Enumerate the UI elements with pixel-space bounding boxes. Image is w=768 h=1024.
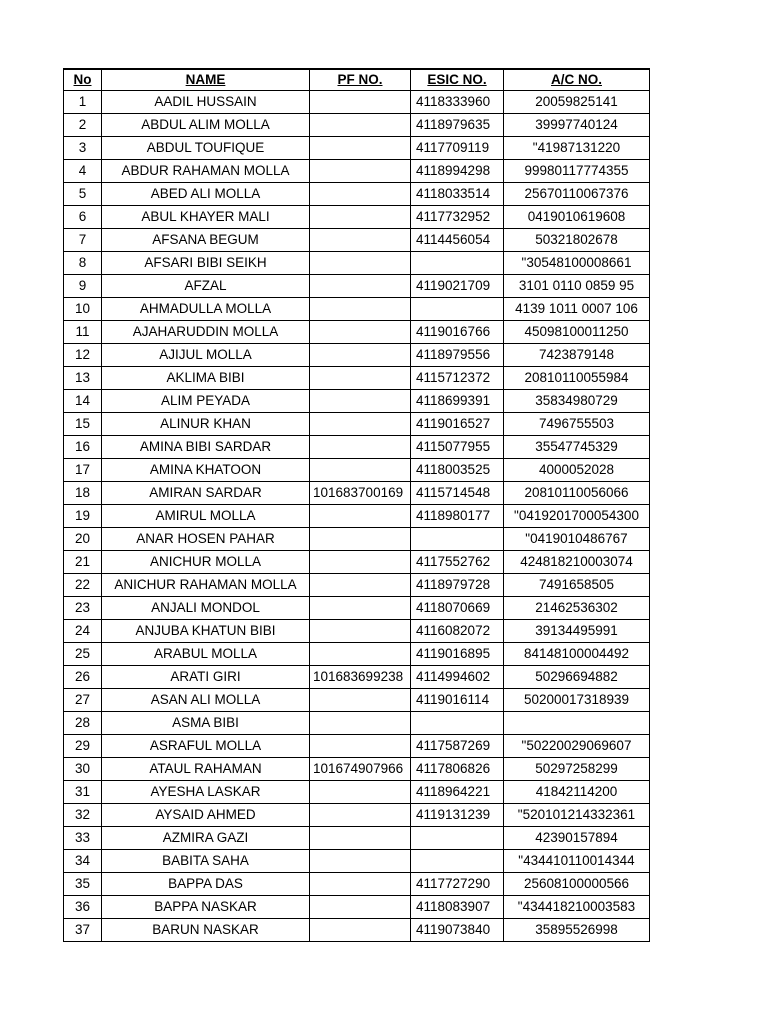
account-number: 7491658505: [504, 574, 650, 597]
account-number: 20810110056066: [504, 482, 650, 505]
employee-name: BAPPA NASKAR: [102, 896, 310, 919]
pf-number: 101683699238: [310, 666, 411, 689]
account-number: 50296694882: [504, 666, 650, 689]
account-number: 35547745329: [504, 436, 650, 459]
table-row: [64, 183, 650, 206]
pf-number: 101683700169: [310, 482, 411, 505]
table-row: [64, 643, 650, 666]
table-row: [64, 505, 650, 528]
table-row: [64, 252, 650, 275]
esic-number: 4118003525: [411, 459, 504, 482]
table-row: [64, 367, 650, 390]
employee-name: AFSARI BIBI SEIKH: [102, 252, 310, 275]
row-number: 36: [64, 896, 102, 919]
account-number: 39997740124: [504, 114, 650, 137]
esic-number: 4119016895: [411, 643, 504, 666]
employee-name: ABUL KHAYER MALI: [102, 206, 310, 229]
table-row: [64, 344, 650, 367]
employee-name: ANICHUR MOLLA: [102, 551, 310, 574]
esic-number: 4117727290: [411, 873, 504, 896]
row-number: 35: [64, 873, 102, 896]
employee-name: AMIRUL MOLLA: [102, 505, 310, 528]
employee-name: BAPPA DAS: [102, 873, 310, 896]
pf-number: [310, 160, 411, 183]
row-number: 30: [64, 758, 102, 781]
pf-number: 101674907966: [310, 758, 411, 781]
employee-name: AJIJUL MOLLA: [102, 344, 310, 367]
table-row: [64, 413, 650, 436]
table-row: [64, 827, 650, 850]
esic-number: [411, 528, 504, 551]
table-body: [64, 91, 650, 942]
row-number: 33: [64, 827, 102, 850]
row-number: 26: [64, 666, 102, 689]
esic-number: 4117709119: [411, 137, 504, 160]
table-row: [64, 91, 650, 114]
account-number: 25670110067376: [504, 183, 650, 206]
employee-name: ABED ALI MOLLA: [102, 183, 310, 206]
esic-number: 4118994298: [411, 160, 504, 183]
esic-number: [411, 850, 504, 873]
row-number: 19: [64, 505, 102, 528]
account-number: 20059825141: [504, 91, 650, 114]
row-number: 14: [64, 390, 102, 413]
account-number: 45098100011250: [504, 321, 650, 344]
pf-number: [310, 574, 411, 597]
pf-number: [310, 620, 411, 643]
header-ac-no: A/C NO.: [504, 69, 650, 91]
account-number: 424818210003074: [504, 551, 650, 574]
table-row: [64, 735, 650, 758]
table-row: [64, 781, 650, 804]
row-number: 37: [64, 919, 102, 942]
pf-number: [310, 735, 411, 758]
row-number: 8: [64, 252, 102, 275]
row-number: 4: [64, 160, 102, 183]
employee-bank-details-table: [63, 68, 650, 942]
header-row: [64, 69, 650, 91]
row-number: 7: [64, 229, 102, 252]
row-number: 2: [64, 114, 102, 137]
account-number: 3101 0110 0859 95: [504, 275, 650, 298]
pf-number: [310, 597, 411, 620]
pf-number: [310, 919, 411, 942]
table-row: [64, 390, 650, 413]
account-number: 39134495991: [504, 620, 650, 643]
pf-number: [310, 275, 411, 298]
row-number: 25: [64, 643, 102, 666]
employee-name: ASAN ALI MOLLA: [102, 689, 310, 712]
esic-number: 4119016527: [411, 413, 504, 436]
esic-number: 4118333960: [411, 91, 504, 114]
table-row: [64, 160, 650, 183]
esic-number: 4114994602: [411, 666, 504, 689]
account-number: "50220029069607: [504, 735, 650, 758]
row-number: 32: [64, 804, 102, 827]
table-row: [64, 620, 650, 643]
row-number: 1: [64, 91, 102, 114]
account-number: 99980117774355: [504, 160, 650, 183]
esic-number: 4118964221: [411, 781, 504, 804]
esic-number: 4118083907: [411, 896, 504, 919]
table-row: [64, 229, 650, 252]
table-row: [64, 850, 650, 873]
table-row: [64, 298, 650, 321]
pf-number: [310, 689, 411, 712]
table-row: [64, 528, 650, 551]
table-row: [64, 436, 650, 459]
row-number: 22: [64, 574, 102, 597]
esic-number: 4119016766: [411, 321, 504, 344]
row-number: 9: [64, 275, 102, 298]
employee-name: ASMA BIBI: [102, 712, 310, 735]
esic-number: 4119073840: [411, 919, 504, 942]
table-row: [64, 873, 650, 896]
row-number: 34: [64, 850, 102, 873]
employee-name: ATAUL RAHAMAN: [102, 758, 310, 781]
row-number: 11: [64, 321, 102, 344]
employee-name: ALIM PEYADA: [102, 390, 310, 413]
esic-number: 4118699391: [411, 390, 504, 413]
pf-number: [310, 436, 411, 459]
table-row: [64, 137, 650, 160]
employee-name: BABITA SAHA: [102, 850, 310, 873]
pf-number: [310, 252, 411, 275]
account-number: "0419010486767: [504, 528, 650, 551]
row-number: 31: [64, 781, 102, 804]
pf-number: [310, 91, 411, 114]
table-row: [64, 114, 650, 137]
table-row: [64, 896, 650, 919]
account-number: "434418210003583: [504, 896, 650, 919]
employee-name: AYSAID AHMED: [102, 804, 310, 827]
account-number: 4139 1011 0007 106: [504, 298, 650, 321]
employee-name: ASRAFUL MOLLA: [102, 735, 310, 758]
employee-name: AMINA KHATOON: [102, 459, 310, 482]
esic-number: 4114456054: [411, 229, 504, 252]
pf-number: [310, 896, 411, 919]
pf-number: [310, 413, 411, 436]
table-row: [64, 689, 650, 712]
table-row: [64, 758, 650, 781]
employee-name: ANICHUR RAHAMAN MOLLA: [102, 574, 310, 597]
pf-number: [310, 137, 411, 160]
esic-number: 4119021709: [411, 275, 504, 298]
esic-number: 4118070669: [411, 597, 504, 620]
pf-number: [310, 114, 411, 137]
pf-number: [310, 459, 411, 482]
row-number: 6: [64, 206, 102, 229]
esic-number: 4115712372: [411, 367, 504, 390]
table-row: [64, 482, 650, 505]
employee-name: AMIRAN SARDAR: [102, 482, 310, 505]
header-name: NAME: [102, 69, 310, 91]
employee-name: AZMIRA GAZI: [102, 827, 310, 850]
pf-number: [310, 505, 411, 528]
header-no: No: [64, 69, 102, 91]
row-number: 3: [64, 137, 102, 160]
esic-number: 4118980177: [411, 505, 504, 528]
account-number: 7496755503: [504, 413, 650, 436]
account-number: "520101214332361: [504, 804, 650, 827]
row-number: 24: [64, 620, 102, 643]
employee-name: ANAR HOSEN PAHAR: [102, 528, 310, 551]
account-number: "41987131220: [504, 137, 650, 160]
esic-number: [411, 712, 504, 735]
table-row: [64, 804, 650, 827]
employee-name: AMINA BIBI SARDAR: [102, 436, 310, 459]
row-number: 13: [64, 367, 102, 390]
esic-number: 4117806826: [411, 758, 504, 781]
pf-number: [310, 298, 411, 321]
employee-name: AJAHARUDDIN MOLLA: [102, 321, 310, 344]
esic-number: 4118979728: [411, 574, 504, 597]
esic-number: 4115077955: [411, 436, 504, 459]
table-row: [64, 712, 650, 735]
pf-number: [310, 367, 411, 390]
employee-name: ABDUL TOUFIQUE: [102, 137, 310, 160]
account-number: "0419201700054300: [504, 505, 650, 528]
table-row: [64, 206, 650, 229]
employee-name: AADIL HUSSAIN: [102, 91, 310, 114]
esic-number: 4118033514: [411, 183, 504, 206]
row-number: 15: [64, 413, 102, 436]
pf-number: [310, 804, 411, 827]
esic-number: 4116082072: [411, 620, 504, 643]
esic-number: 4117552762: [411, 551, 504, 574]
pf-number: [310, 528, 411, 551]
employee-name: AKLIMA BIBI: [102, 367, 310, 390]
esic-number: [411, 298, 504, 321]
row-number: 27: [64, 689, 102, 712]
row-number: 28: [64, 712, 102, 735]
employee-name: BARUN NASKAR: [102, 919, 310, 942]
employee-name: AFZAL: [102, 275, 310, 298]
esic-number: 4118979635: [411, 114, 504, 137]
pf-number: [310, 873, 411, 896]
account-number: 7423879148: [504, 344, 650, 367]
account-number: 4000052028: [504, 459, 650, 482]
row-number: 17: [64, 459, 102, 482]
row-number: 29: [64, 735, 102, 758]
account-number: 21462536302: [504, 597, 650, 620]
account-number: 35834980729: [504, 390, 650, 413]
employee-name: ARATI GIRI: [102, 666, 310, 689]
pf-number: [310, 321, 411, 344]
row-number: 23: [64, 597, 102, 620]
row-number: 20: [64, 528, 102, 551]
pf-number: [310, 781, 411, 804]
table-row: [64, 321, 650, 344]
employee-name: ALINUR KHAN: [102, 413, 310, 436]
row-number: 5: [64, 183, 102, 206]
esic-number: 4118979556: [411, 344, 504, 367]
pf-number: [310, 344, 411, 367]
account-number: 20810110055984: [504, 367, 650, 390]
esic-number: 4119016114: [411, 689, 504, 712]
table-row: [64, 919, 650, 942]
row-number: 10: [64, 298, 102, 321]
esic-number: 4119131239: [411, 804, 504, 827]
employee-name: ABDUL ALIM MOLLA: [102, 114, 310, 137]
account-number: 42390157894: [504, 827, 650, 850]
table-row: [64, 666, 650, 689]
row-number: 16: [64, 436, 102, 459]
account-number: "30548100008661: [504, 252, 650, 275]
table-row: [64, 551, 650, 574]
pf-number: [310, 712, 411, 735]
account-number: 41842114200: [504, 781, 650, 804]
esic-number: 4117732952: [411, 206, 504, 229]
header-esic-no: ESIC NO.: [411, 69, 504, 91]
esic-number: [411, 252, 504, 275]
employee-name: AFSANA BEGUM: [102, 229, 310, 252]
employee-name: ANJUBA KHATUN BIBI: [102, 620, 310, 643]
employee-name: AHMADULLA MOLLA: [102, 298, 310, 321]
account-number: 50321802678: [504, 229, 650, 252]
account-number: 0419010619608: [504, 206, 650, 229]
account-number: 84148100004492: [504, 643, 650, 666]
employee-name: ARABUL MOLLA: [102, 643, 310, 666]
row-number: 21: [64, 551, 102, 574]
table-row: [64, 459, 650, 482]
employee-name: ANJALI MONDOL: [102, 597, 310, 620]
row-number: 12: [64, 344, 102, 367]
employee-name: AYESHA LASKAR: [102, 781, 310, 804]
pf-number: [310, 229, 411, 252]
pf-number: [310, 206, 411, 229]
account-number: [504, 712, 650, 735]
table-row: [64, 597, 650, 620]
account-number: 50200017318939: [504, 689, 650, 712]
row-number: 18: [64, 482, 102, 505]
pf-number: [310, 390, 411, 413]
account-number: 35895526998: [504, 919, 650, 942]
table-row: [64, 275, 650, 298]
pf-number: [310, 183, 411, 206]
esic-number: 4115714548: [411, 482, 504, 505]
pf-number: [310, 551, 411, 574]
account-number: 50297258299: [504, 758, 650, 781]
account-number: 25608100000566: [504, 873, 650, 896]
header-pf-no: PF NO.: [310, 69, 411, 91]
pf-number: [310, 827, 411, 850]
pf-number: [310, 850, 411, 873]
employee-name: ABDUR RAHAMAN MOLLA: [102, 160, 310, 183]
table-row: [64, 574, 650, 597]
esic-number: 4117587269: [411, 735, 504, 758]
pf-number: [310, 643, 411, 666]
account-number: "434410110014344: [504, 850, 650, 873]
esic-number: [411, 827, 504, 850]
